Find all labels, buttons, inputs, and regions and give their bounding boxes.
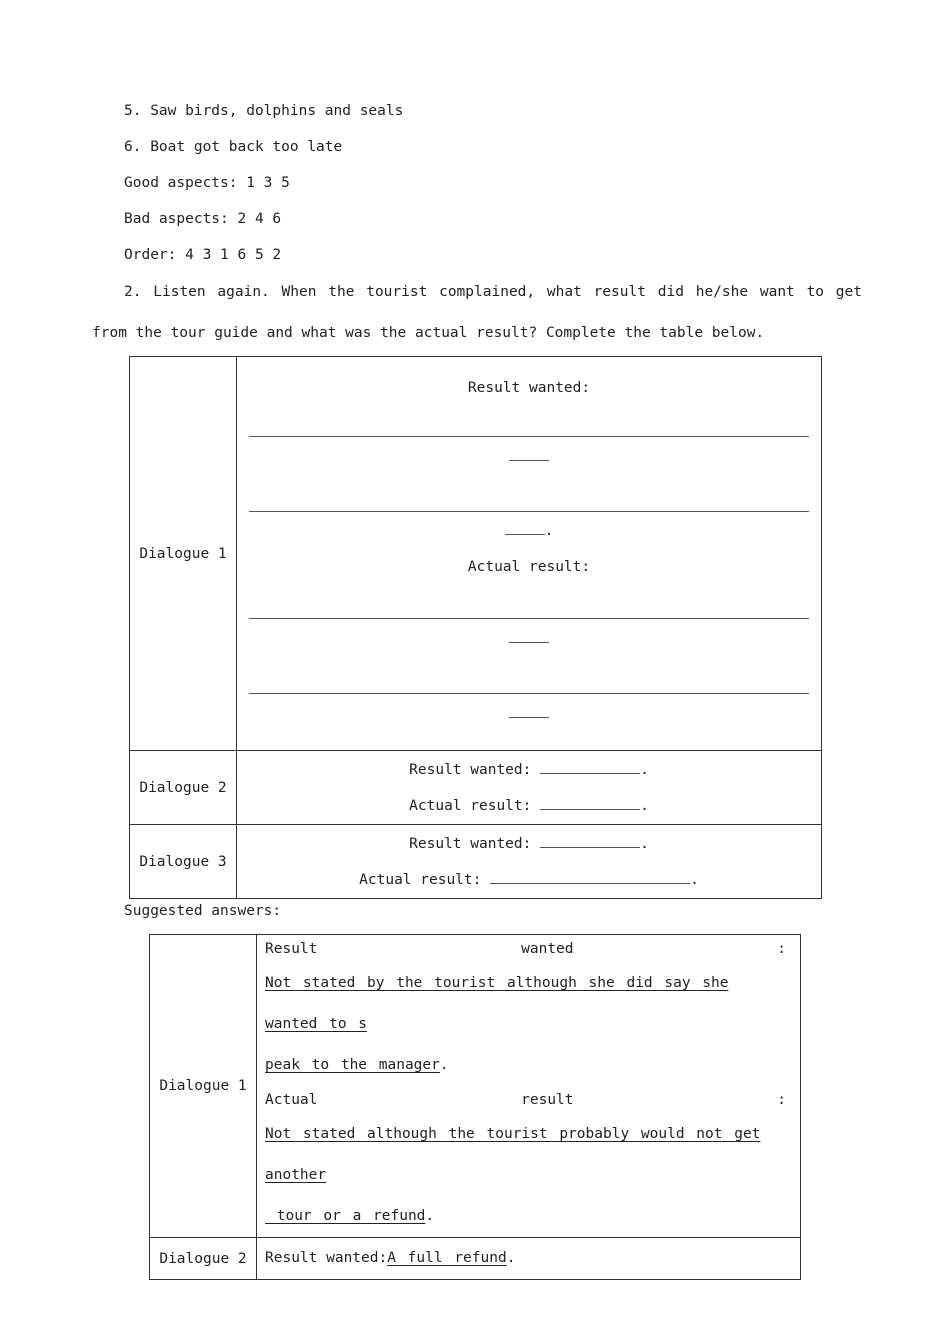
- wanted-word: wanted: [521, 941, 574, 957]
- order-line: Order: 4 3 1 6 5 2: [124, 247, 282, 263]
- suggested-answers-label: Suggested answers:: [124, 903, 282, 919]
- dialogue-3-label: Dialogue 3: [130, 825, 237, 899]
- answer-actual-line-2: tour or a refund: [265, 1208, 426, 1224]
- period: .: [640, 835, 649, 852]
- result-wanted-label: Result wanted:: [265, 1250, 388, 1266]
- dialogue-1-label: Dialogue 1: [150, 935, 257, 1238]
- actual-result-label: Actual result:: [409, 797, 532, 814]
- dialogue-1-answer-cell: [257, 935, 801, 1238]
- dialogue-1-cell: [237, 357, 822, 751]
- answer-blank[interactable]: [540, 833, 640, 848]
- actual-result-label: Actual result:: [467, 558, 591, 575]
- answer-blank-short[interactable]: [509, 703, 549, 718]
- text-line-5: 5. Saw birds, dolphins and seals: [124, 103, 404, 119]
- text-line-6: 6. Boat got back too late: [124, 139, 343, 155]
- answer-blank-short[interactable]: [509, 446, 549, 461]
- colon: :: [777, 1092, 786, 1108]
- dialogue-1-label: Dialogue 1: [130, 357, 237, 751]
- result-word: Result: [265, 941, 318, 957]
- answer-blank-short[interactable]: [509, 628, 549, 643]
- answer-blank[interactable]: [249, 402, 809, 437]
- answer-blank[interactable]: [249, 584, 809, 619]
- period: .: [640, 761, 649, 778]
- dialogue-2-label: Dialogue 2: [130, 751, 237, 825]
- result-wanted-heading: [265, 935, 786, 963]
- question-text: Listen again. When the tourist complained, what result did he/she want to get from the tour guide and what was the actual result? Complete the table below.: [92, 284, 862, 341]
- dialogue-2-answer: A full refund: [387, 1250, 507, 1266]
- answer-wanted-line-2: peak to the manager: [265, 1057, 440, 1073]
- colon: :: [777, 941, 786, 957]
- answer-blank-short[interactable]: [505, 520, 545, 535]
- period: .: [439, 1057, 449, 1073]
- dialogue-2-label: Dialogue 2: [150, 1238, 257, 1280]
- answers-table: [149, 934, 801, 1280]
- good-aspects-line: Good aspects: 1 3 5: [124, 175, 290, 191]
- answer-blank[interactable]: [249, 477, 809, 512]
- actual-word: Actual: [265, 1092, 318, 1108]
- actual-result-label: Actual result:: [359, 871, 482, 888]
- answer-blank[interactable]: [490, 869, 690, 884]
- period: .: [640, 797, 649, 814]
- bad-aspects-line: Bad aspects: 2 4 6: [124, 211, 282, 227]
- dialogue-2-cell: [237, 751, 822, 825]
- dialogue-3-cell: [237, 825, 822, 899]
- complete-table: [129, 356, 822, 899]
- period: .: [506, 1250, 516, 1266]
- answer-blank[interactable]: [249, 659, 809, 694]
- result-wanted-label: Result wanted:: [409, 835, 532, 852]
- answer-blank[interactable]: [540, 759, 640, 774]
- answer-actual-line-1: Not stated although the tourist probably would not get another: [265, 1126, 761, 1183]
- period: .: [544, 522, 554, 539]
- question-2: [92, 272, 862, 354]
- question-number: 2.: [124, 284, 142, 300]
- dialogue-2-answer-cell: [257, 1238, 801, 1280]
- result-word: result: [521, 1092, 574, 1108]
- answer-wanted-line-1: Not stated by the tourist although she did say she wanted to s: [265, 975, 729, 1032]
- answer-blank[interactable]: [540, 795, 640, 810]
- actual-result-heading: [265, 1086, 786, 1114]
- result-wanted-label: Result wanted:: [409, 761, 532, 778]
- period: .: [425, 1208, 435, 1224]
- period: .: [690, 871, 699, 888]
- result-wanted-label: Result wanted:: [467, 379, 591, 396]
